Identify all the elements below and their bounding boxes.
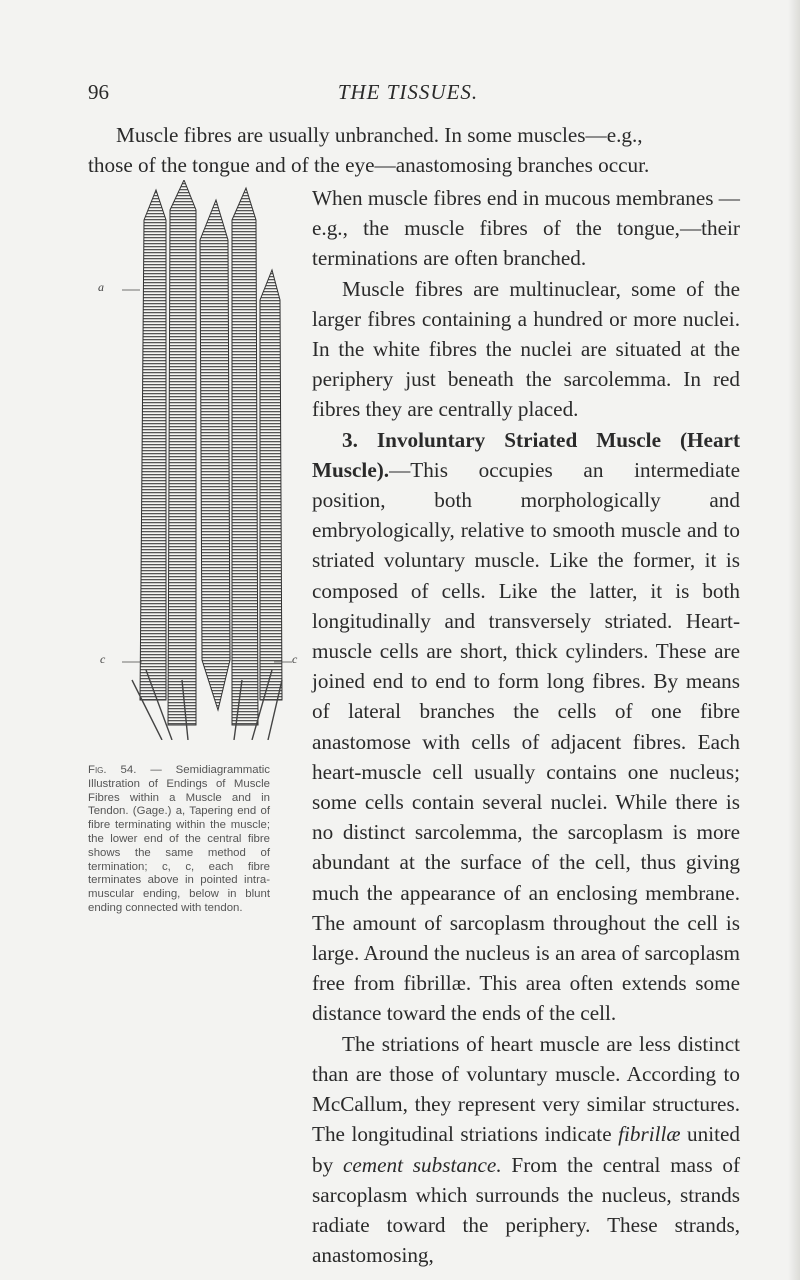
label-c-right: c bbox=[292, 652, 298, 666]
section-heading: 3. Involuntary Striated Muscle (Heart Muscle). bbox=[312, 427, 740, 482]
page-number: 96 bbox=[88, 80, 109, 104]
paragraph-1: When muscle fibres end in mucous membranes —e.g., the muscle fibres of the tongue,—their terminations are often branched. bbox=[312, 186, 740, 271]
page-edge-shadow bbox=[788, 0, 800, 1280]
paragraph-4-text-b: united by bbox=[312, 1122, 740, 1177]
paragraph-2: Muscle fibres are multinuclear, some of the larger fibres containing a hundred or more nuclei. In the white fibres the nuclei are situated at the periphery just beneath the sarcolemma. In red fibres they are centrally placed. bbox=[312, 276, 740, 422]
paragraph-4-text-a: The striations of heart muscle are less distinct than are those of voluntary muscle. According to McCallum, they represent very similar structures. The longitudinal striations indicate bbox=[312, 1031, 740, 1147]
muscle-fibre-illustration bbox=[122, 180, 292, 740]
label-a: a bbox=[98, 280, 104, 294]
page-header bbox=[88, 80, 728, 110]
intro-line-1: Muscle fibres are usually unbranched. In some muscles—e.g., bbox=[116, 123, 643, 147]
figure-caption bbox=[88, 764, 270, 916]
paragraph-4 bbox=[312, 1029, 740, 1271]
caption-text: — Semidiagrammatic Illustration of Endings of Muscle Fibres within a Muscle and in Tendon. (Gage.) a, Tapering end of fibre terminating within the muscle; the lower end of the central fibre shows the same method of termination; c, c, each fibre terminates above in pointed intra-muscular ending, below in blunt ending connected with tendon. bbox=[88, 764, 270, 914]
paragraph-4-text-c: From the central mass of sarcoplasm which surrounds the nucleus, strands radiate toward the periphery. These strands, anastomosing, bbox=[312, 1152, 740, 1268]
paragraph-3 bbox=[312, 425, 740, 1029]
text-column bbox=[312, 183, 740, 1270]
term-cement-substance: cement substance. bbox=[342, 1152, 502, 1177]
label-c-left: c bbox=[100, 652, 106, 666]
paragraph-3-text: —This occupies an intermediate position, both morphologically and embryologically, relative to smooth muscle and to striated voluntary muscle. Like the former, it is composed of cells. Like the latter, it is both longitudinally and transversely striated. Heart-muscle cells are short, thick cylinders. These are joined end to end to form long fibres. By means of lateral branches the cells of one fibre anastomose with cells of adjacent fibres. Each heart-muscle cell usually contains one nucleus; some cells contain several nuclei. While there is no distinct sarcolemma, the sarcoplasm is more abundant at the surface of the cell, thus giving much the appearance of an enclosing membrane. The amount of sarcoplasm throughout the cell is large. Around the nucleus is an area of sarcoplasm free from fibrillæ. This area often extends some distance toward the ends of the cell. bbox=[312, 457, 740, 1026]
intro-line-2: those of the tongue and of the eye—anastomosing branches occur. bbox=[88, 153, 650, 177]
running-head: THE TISSUES. bbox=[337, 80, 479, 104]
figure-number: Fig. 54. bbox=[88, 764, 137, 776]
term-fibrillae: fibrillæ bbox=[618, 1122, 681, 1147]
muscle-fibre-figure bbox=[98, 180, 298, 740]
